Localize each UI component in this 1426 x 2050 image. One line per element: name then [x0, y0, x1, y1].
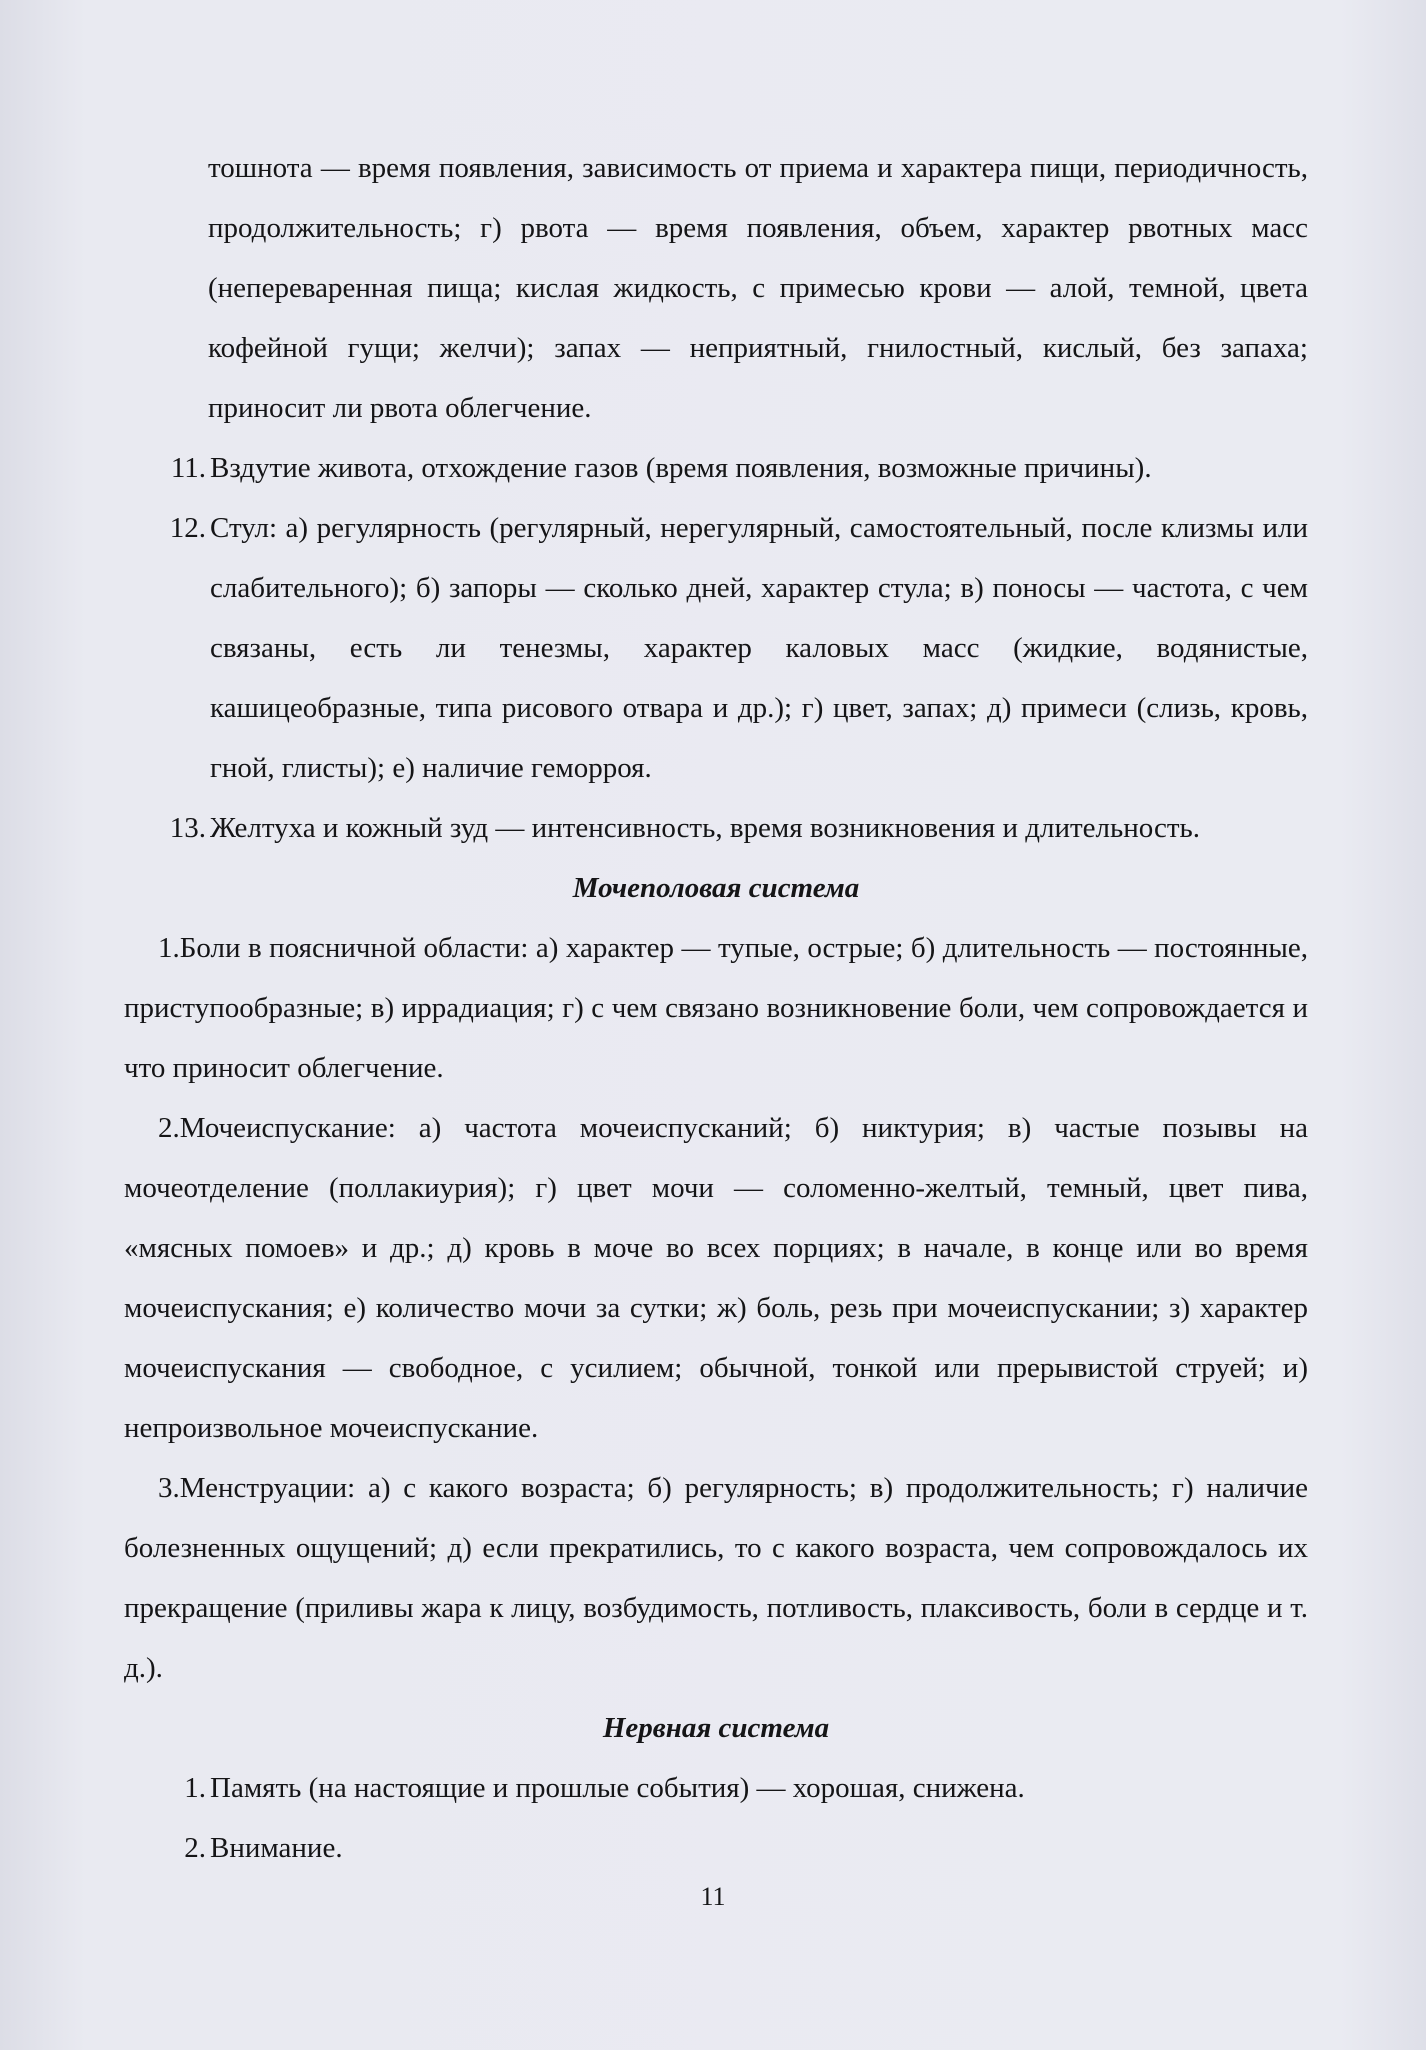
section-heading-nervous: Нервная система [602, 1712, 830, 1744]
list-item [124, 1818, 1308, 1878]
item-text: Память (на настоящие и прошлые события) — хорошая, снижена. [210, 1772, 1025, 1804]
item-number: 2. [184, 1832, 206, 1864]
digestive-list [124, 438, 1308, 858]
item-number: 13. [169, 812, 206, 844]
list-item [124, 1758, 1308, 1818]
paragraph: 3.Менструации: а) с какого возраста; б) регулярность; в) продолжительность; г) наличие болезненных ощущений; д) если прекратились, то с какого возраста, чем сопровождалось их прекращение (приливы жара к лицу, возбудимость, потливость, плаксивость, боли в сердце и т. д.). [124, 1472, 1308, 1684]
paragraph: 1.Боли в поясничной области: а) характер — тупые, острые; б) длительность — постоянные, приступообразные; в) иррадиация; г) с чем связано возникновение боли, чем сопровождается и что приносит облегчение. [124, 932, 1308, 1084]
urogenital-list [124, 918, 1308, 1698]
item-text: Стул: а) регулярность (регулярный, нерегулярный, самостоятельный, после клизмы или слабительного); б) запоры — сколько дней, характер стула; в) поносы — частота, с чем связаны, есть ли тенезмы, характер каловых масс (жидкие, водянистые, кашицеобразные, типа рисового отвара и др.); г) цвет, запах; д) примеси (слизь, кровь, гной, глисты); е) наличие геморроя. [210, 512, 1308, 784]
page-number: 11 [700, 1882, 726, 1911]
item-number: 1. [184, 1772, 206, 1804]
list-item [124, 798, 1308, 858]
list-item [124, 498, 1308, 798]
page-body [124, 138, 1308, 1878]
item-text: Внимание. [210, 1832, 343, 1864]
item-number: 12. [169, 512, 206, 544]
section-heading-urogenital: Мочеполовая система [572, 872, 860, 904]
continuation-paragraph: тошнота — время появления, зависимость от приема и характера пищи, периодичность, продолжительность; г) рвота — время появления, объем, характер рвотных масс (непереваренная пища; кислая жидкость, с примесью крови — алой, темной, цвета кофейной гущи; желчи); запах — неприятный, гнилостный, кислый, без запаха; приносит ли рвота облегчение. [208, 152, 1308, 424]
item-text: Желтуха и кожный зуд — интенсивность, время возникновения и длительность. [210, 812, 1200, 844]
item-text: Вздутие живота, отхождение газов (время появления, возможные причины). [210, 452, 1152, 484]
list-item [124, 438, 1308, 498]
item-number: 11. [170, 452, 206, 484]
nervous-list [124, 1758, 1308, 1878]
paragraph: 2.Мочеиспускание: а) частота мочеиспусканий; б) никтурия; в) частые позывы на мочеотделение (поллакиурия); г) цвет мочи — соломенно-желтый, темный, цвет пива, «мясных помоев» и др.; д) кровь в моче во всех порциях; в начале, в конце или во время мочеиспускания; е) количество мочи за сутки; ж) боль, резь при мочеиспускании; з) характер мочеиспускания — свободное, с усилием; обычной, тонкой или прерывистой струей; и) непроизвольное мочеиспускание. [124, 1112, 1308, 1444]
